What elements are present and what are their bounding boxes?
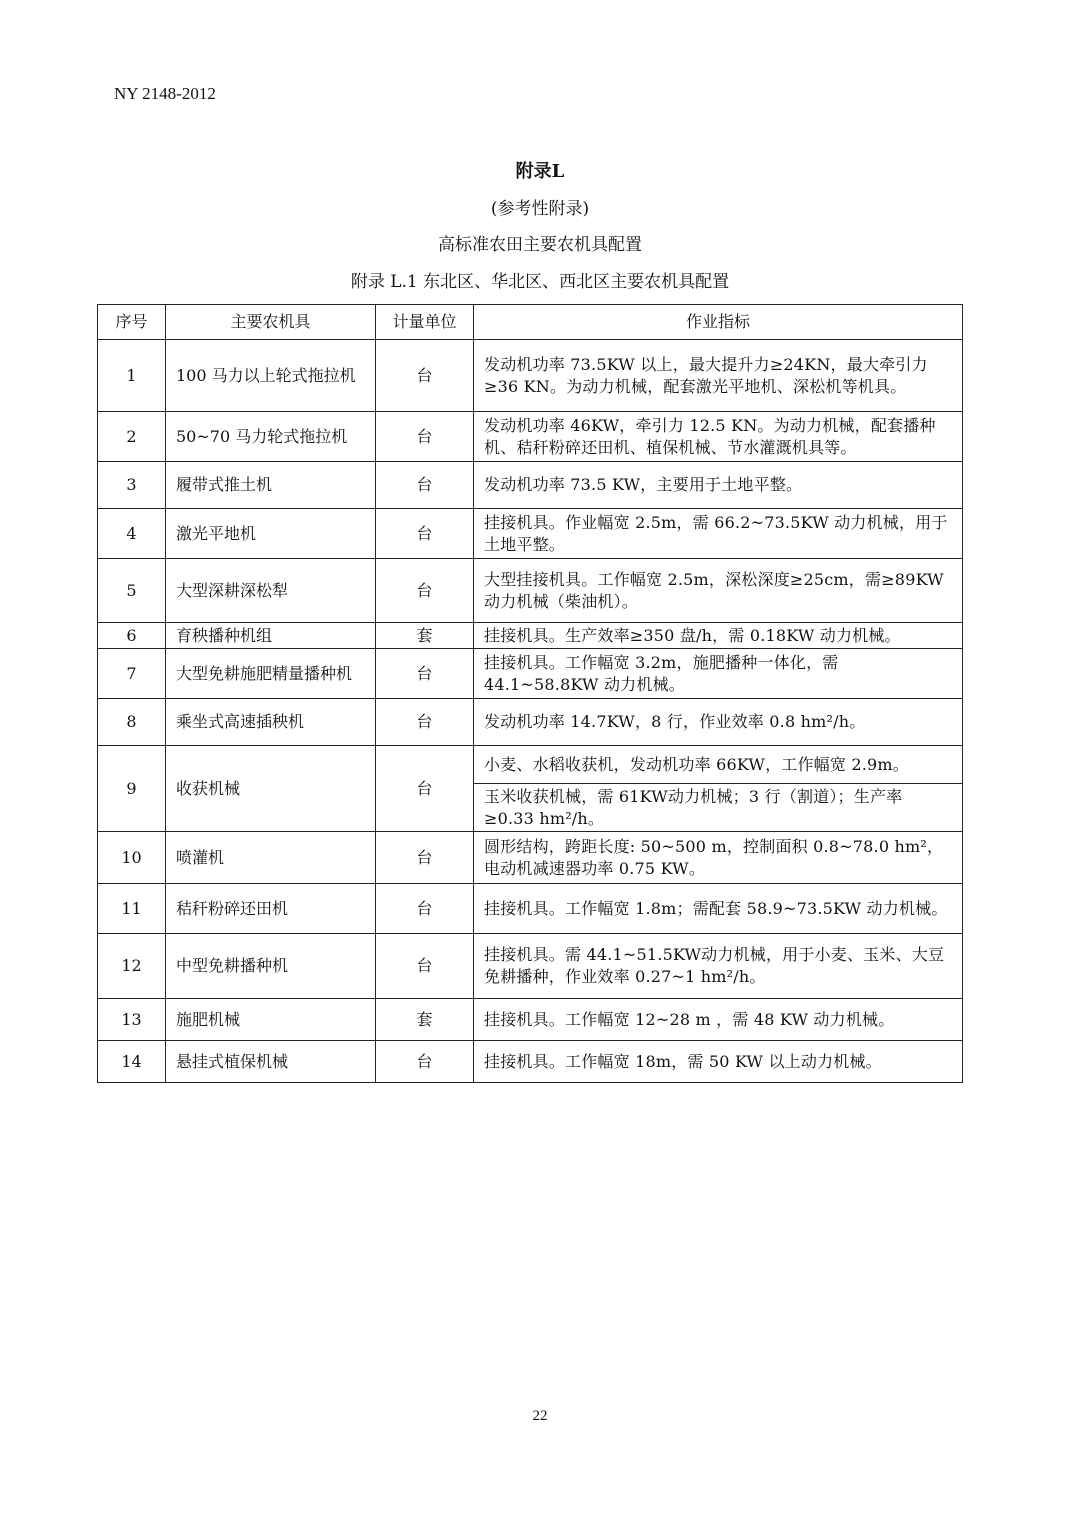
measure-unit: 台 [376, 340, 474, 412]
machinery-name: 秸秆粉碎还田机 [166, 884, 376, 934]
operation-spec: 挂接机具。工作幅宽 1.8m；需配套 58.9~73.5KW 动力机械。 [474, 884, 963, 934]
machinery-name: 大型深耕深松犁 [166, 559, 376, 623]
table-row [98, 412, 963, 462]
appendix-title: 高标准农田主要农机具配置 [438, 235, 642, 255]
row-number: 13 [98, 999, 166, 1041]
header-spec: 作业指标 [474, 305, 963, 340]
measure-unit: 台 [376, 1041, 474, 1083]
machinery-name: 100 马力以上轮式拖拉机 [166, 340, 376, 412]
machinery-name: 乘坐式高速插秧机 [166, 699, 376, 746]
operation-spec: 玉米收获机械，需 61KW动力机械；3 行（割道）；生产率≥0.33 hm²/h。 [474, 784, 963, 832]
table-row [98, 699, 963, 746]
operation-spec: 发动机功率 46KW，牵引力 12.5 KN。为动力机械，配套播种机、秸秆粉碎还田机、植保机械、节水灌溉机具等。 [474, 412, 963, 462]
measure-unit: 套 [376, 999, 474, 1041]
measure-unit: 台 [376, 462, 474, 509]
row-number: 3 [98, 462, 166, 509]
table-row [98, 509, 963, 559]
row-number: 12 [98, 934, 166, 999]
operation-spec: 发动机功率 73.5 KW，主要用于土地平整。 [474, 462, 963, 509]
measure-unit: 台 [376, 559, 474, 623]
row-number: 9 [98, 746, 166, 832]
operation-spec: 发动机功率 73.5KW 以上，最大提升力≥24KN，最大牵引力≥36 KN。为动力机械，配套激光平地机、深松机等机具。 [474, 340, 963, 412]
table-row [98, 559, 963, 623]
table-row [98, 999, 963, 1041]
row-number: 8 [98, 699, 166, 746]
machinery-name: 中型免耕播种机 [166, 934, 376, 999]
table-row [98, 832, 963, 884]
row-number: 2 [98, 412, 166, 462]
operation-spec: 圆形结构，跨距长度: 50~500 m，控制面积 0.8~78.0 hm²，电动机减速器功率 0.75 KW。 [474, 832, 963, 884]
machinery-config-table [97, 304, 963, 1083]
machinery-name: 激光平地机 [166, 509, 376, 559]
row-number: 7 [98, 649, 166, 699]
row-number: 14 [98, 1041, 166, 1083]
row-number: 1 [98, 340, 166, 412]
measure-unit: 台 [376, 934, 474, 999]
table-row [98, 934, 963, 999]
row-number: 11 [98, 884, 166, 934]
machinery-name: 大型免耕施肥精量播种机 [166, 649, 376, 699]
row-number: 6 [98, 623, 166, 649]
operation-spec: 挂接机具。工作幅宽 18m，需 50 KW 以上动力机械。 [474, 1041, 963, 1083]
machinery-name: 收获机械 [166, 746, 376, 832]
measure-unit: 台 [376, 832, 474, 884]
operation-spec: 挂接机具。需 44.1~51.5KW动力机械，用于小麦、玉米、大豆免耕播种，作业效率 0.27~1 hm²/h。 [474, 934, 963, 999]
table-row [98, 462, 963, 509]
header-machinery: 主要农机具 [166, 305, 376, 340]
machinery-name: 履带式推土机 [166, 462, 376, 509]
table-row [98, 649, 963, 699]
header-unit: 计量单位 [376, 305, 474, 340]
table-title: 附录 L.1 东北区、华北区、西北区主要农机具配置 [350, 272, 730, 292]
table-row [98, 340, 963, 412]
standard-code: NY 2148-2012 [114, 84, 216, 103]
operation-spec: 发动机功率 14.7KW，8 行，作业效率 0.8 hm²/h。 [474, 699, 963, 746]
operation-spec: 挂接机具。生产效率≥350 盘/h，需 0.18KW 动力机械。 [474, 623, 963, 649]
appendix-note: (参考性附录) [490, 199, 590, 219]
machinery-name: 施肥机械 [166, 999, 376, 1041]
row-number: 10 [98, 832, 166, 884]
operation-spec: 挂接机具。工作幅宽 3.2m，施肥播种一体化，需 44.1~58.8KW 动力机械。 [474, 649, 963, 699]
operation-spec: 小麦、水稻收获机，发动机功率 66KW，工作幅宽 2.9m。 [474, 746, 963, 784]
row-number: 5 [98, 559, 166, 623]
machinery-name: 喷灌机 [166, 832, 376, 884]
page-number: 22 [532, 1408, 548, 1424]
appendix-label: 附录L [515, 161, 565, 182]
table-row [98, 884, 963, 934]
measure-unit: 套 [376, 623, 474, 649]
operation-spec: 挂接机具。工作幅宽 12~28 m ，需 48 KW 动力机械。 [474, 999, 963, 1041]
table-header-row [98, 305, 963, 340]
machinery-name: 育秧播种机组 [166, 623, 376, 649]
measure-unit: 台 [376, 746, 474, 832]
table-row [98, 623, 963, 649]
table-row [98, 1041, 963, 1083]
table-row [98, 746, 963, 784]
machinery-name: 悬挂式植保机械 [166, 1041, 376, 1083]
measure-unit: 台 [376, 649, 474, 699]
operation-spec: 大型挂接机具。工作幅宽 2.5m，深松深度≥25cm，需≥89KW 动力机械（柴油机）。 [474, 559, 963, 623]
measure-unit: 台 [376, 884, 474, 934]
measure-unit: 台 [376, 412, 474, 462]
measure-unit: 台 [376, 699, 474, 746]
measure-unit: 台 [376, 509, 474, 559]
header-no: 序号 [98, 305, 166, 340]
machinery-name: 50~70 马力轮式拖拉机 [166, 412, 376, 462]
row-number: 4 [98, 509, 166, 559]
operation-spec: 挂接机具。作业幅宽 2.5m，需 66.2~73.5KW 动力机械，用于土地平整。 [474, 509, 963, 559]
